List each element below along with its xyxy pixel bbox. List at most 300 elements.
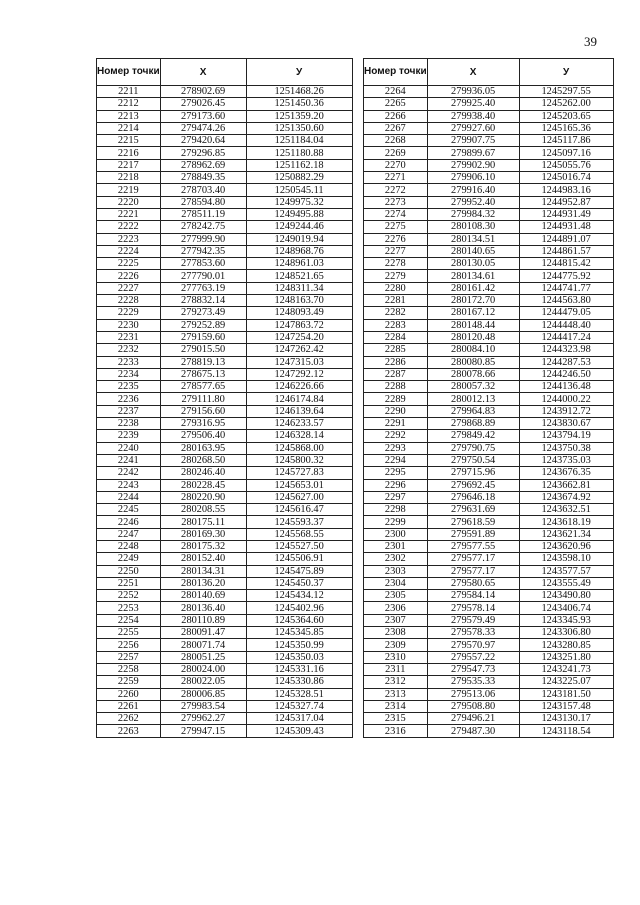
- table-row: [364, 233, 614, 245]
- y-coordinate-cell: 1251450.36: [246, 98, 352, 110]
- point-number-cell: 2273: [364, 196, 428, 208]
- point-number-cell: 2298: [364, 504, 428, 516]
- table-row: [97, 479, 353, 491]
- y-coordinate-cell: 1246328.14: [246, 430, 352, 442]
- y-coordinate-cell: 1245327.74: [246, 700, 352, 712]
- x-coordinate-cell: 279916.40: [427, 184, 519, 196]
- y-coordinate-cell: 1245350.03: [246, 651, 352, 663]
- x-coordinate-cell: 279983.54: [160, 700, 246, 712]
- x-coordinate-cell: 280152.40: [160, 553, 246, 565]
- table-row: [364, 344, 614, 356]
- table-header-row: [364, 59, 614, 86]
- point-number-cell: 2292: [364, 430, 428, 442]
- point-number-cell: 2296: [364, 479, 428, 491]
- point-number-cell: 2215: [97, 135, 161, 147]
- point-number-cell: 2214: [97, 122, 161, 134]
- x-coordinate-cell: 280208.55: [160, 504, 246, 516]
- table-row: [364, 627, 614, 639]
- x-coordinate-cell: 279578.33: [427, 627, 519, 639]
- point-number-cell: 2274: [364, 208, 428, 220]
- y-coordinate-cell: 1249019.94: [246, 233, 352, 245]
- table-row: [364, 110, 614, 122]
- point-number-cell: 2265: [364, 98, 428, 110]
- point-number-cell: 2305: [364, 590, 428, 602]
- point-number-cell: 2257: [97, 651, 161, 663]
- table-row: [97, 442, 353, 454]
- table-row: [97, 430, 353, 442]
- y-coordinate-cell: 1251359.20: [246, 110, 352, 122]
- table-row: [97, 393, 353, 405]
- point-number-cell: 2212: [97, 98, 161, 110]
- y-coordinate-cell: 1243406.74: [519, 602, 613, 614]
- point-number-cell: 2294: [364, 454, 428, 466]
- x-coordinate-cell: 278962.69: [160, 159, 246, 171]
- y-coordinate-cell: 1245117.86: [519, 135, 613, 147]
- point-number-cell: 2284: [364, 331, 428, 343]
- y-coordinate-cell: 1248521.65: [246, 270, 352, 282]
- x-coordinate-cell: 280091.47: [160, 627, 246, 639]
- table-row: [97, 590, 353, 602]
- x-coordinate-cell: 279584.14: [427, 590, 519, 602]
- y-coordinate-cell: 1244741.77: [519, 282, 613, 294]
- y-coordinate-cell: 1243555.49: [519, 577, 613, 589]
- y-coordinate-cell: 1245297.55: [519, 86, 613, 98]
- x-coordinate-cell: 279750.54: [427, 454, 519, 466]
- y-coordinate-cell: 1245203.65: [519, 110, 613, 122]
- header-x: X: [160, 59, 246, 86]
- point-number-cell: 2279: [364, 270, 428, 282]
- coordinates-table-right: [363, 58, 614, 738]
- table-header-row: [97, 59, 353, 86]
- table-row: [364, 135, 614, 147]
- point-number-cell: 2310: [364, 651, 428, 663]
- y-coordinate-cell: 1243280.85: [519, 639, 613, 651]
- y-coordinate-cell: 1243735.03: [519, 454, 613, 466]
- table-row: [97, 307, 353, 319]
- table-row: [97, 528, 353, 540]
- x-coordinate-cell: 280163.95: [160, 442, 246, 454]
- point-number-cell: 2315: [364, 713, 428, 725]
- y-coordinate-cell: 1243676.35: [519, 467, 613, 479]
- table-row: [364, 393, 614, 405]
- x-coordinate-cell: 280134.51: [427, 233, 519, 245]
- y-coordinate-cell: 1243118.54: [519, 725, 613, 737]
- x-coordinate-cell: 280169.30: [160, 528, 246, 540]
- table-row: [97, 356, 353, 368]
- x-coordinate-cell: 279984.32: [427, 208, 519, 220]
- x-coordinate-cell: 279557.22: [427, 651, 519, 663]
- x-coordinate-cell: 280140.69: [160, 590, 246, 602]
- table-row: [364, 528, 614, 540]
- point-number-cell: 2300: [364, 528, 428, 540]
- x-coordinate-cell: 279513.06: [427, 688, 519, 700]
- x-coordinate-cell: 279577.17: [427, 553, 519, 565]
- table-row: [364, 196, 614, 208]
- point-number-cell: 2287: [364, 368, 428, 380]
- x-coordinate-cell: 280175.32: [160, 540, 246, 552]
- table-row: [364, 98, 614, 110]
- y-coordinate-cell: 1245568.55: [246, 528, 352, 540]
- point-number-cell: 2302: [364, 553, 428, 565]
- x-coordinate-cell: 279906.10: [427, 172, 519, 184]
- y-coordinate-cell: 1245506.91: [246, 553, 352, 565]
- x-coordinate-cell: 279547.73: [427, 663, 519, 675]
- y-coordinate-cell: 1245328.51: [246, 688, 352, 700]
- point-number-cell: 2316: [364, 725, 428, 737]
- table-row: [364, 122, 614, 134]
- point-number-cell: 2288: [364, 381, 428, 393]
- table-row: [97, 467, 353, 479]
- point-number-cell: 2258: [97, 663, 161, 675]
- point-number-cell: 2293: [364, 442, 428, 454]
- table-row: [364, 221, 614, 233]
- table-row: [97, 122, 353, 134]
- table-row: [97, 602, 353, 614]
- table-row: [97, 725, 353, 737]
- table-row: [364, 467, 614, 479]
- table-row: [97, 331, 353, 343]
- point-number-cell: 2240: [97, 442, 161, 454]
- point-number-cell: 2223: [97, 233, 161, 245]
- y-coordinate-cell: 1245330.86: [246, 676, 352, 688]
- table-row: [97, 405, 353, 417]
- point-number-cell: 2249: [97, 553, 161, 565]
- table-row: [364, 208, 614, 220]
- x-coordinate-cell: 280108.30: [427, 221, 519, 233]
- point-number-cell: 2218: [97, 172, 161, 184]
- table-row: [364, 245, 614, 257]
- point-number-cell: 2233: [97, 356, 161, 368]
- y-coordinate-cell: 1247262.42: [246, 344, 352, 356]
- table-row: [97, 577, 353, 589]
- y-coordinate-cell: 1244323.98: [519, 344, 613, 356]
- x-coordinate-cell: 280006.85: [160, 688, 246, 700]
- table-row: [364, 639, 614, 651]
- y-coordinate-cell: 1251162.18: [246, 159, 352, 171]
- point-number-cell: 2248: [97, 540, 161, 552]
- x-coordinate-cell: 280161.42: [427, 282, 519, 294]
- x-coordinate-cell: 279156.60: [160, 405, 246, 417]
- x-coordinate-cell: 277942.35: [160, 245, 246, 257]
- point-number-cell: 2278: [364, 258, 428, 270]
- x-coordinate-cell: 279506.40: [160, 430, 246, 442]
- point-number-cell: 2312: [364, 676, 428, 688]
- y-coordinate-cell: 1245450.37: [246, 577, 352, 589]
- y-coordinate-cell: 1244891.07: [519, 233, 613, 245]
- y-coordinate-cell: 1246174.84: [246, 393, 352, 405]
- point-number-cell: 2275: [364, 221, 428, 233]
- point-number-cell: 2306: [364, 602, 428, 614]
- point-number-cell: 2227: [97, 282, 161, 294]
- y-coordinate-cell: 1243632.51: [519, 504, 613, 516]
- y-coordinate-cell: 1248961.03: [246, 258, 352, 270]
- table-row: [364, 602, 614, 614]
- point-number-cell: 2219: [97, 184, 161, 196]
- table-row: [97, 245, 353, 257]
- x-coordinate-cell: 279631.69: [427, 504, 519, 516]
- x-coordinate-cell: 278832.14: [160, 295, 246, 307]
- y-coordinate-cell: 1245331.16: [246, 663, 352, 675]
- table-row: [97, 135, 353, 147]
- x-coordinate-cell: 279947.15: [160, 725, 246, 737]
- y-coordinate-cell: 1245165.36: [519, 122, 613, 134]
- x-coordinate-cell: 279577.17: [427, 565, 519, 577]
- x-coordinate-cell: 280084.10: [427, 344, 519, 356]
- x-coordinate-cell: 280172.70: [427, 295, 519, 307]
- table-row: [364, 381, 614, 393]
- point-number-cell: 2256: [97, 639, 161, 651]
- y-coordinate-cell: 1245868.00: [246, 442, 352, 454]
- header-x: X: [427, 59, 519, 86]
- table-row: [364, 258, 614, 270]
- table-row: [364, 725, 614, 737]
- point-number-cell: 2271: [364, 172, 428, 184]
- y-coordinate-cell: 1245653.01: [246, 479, 352, 491]
- y-coordinate-cell: 1245434.12: [246, 590, 352, 602]
- table-row: [97, 418, 353, 430]
- point-number-cell: 2308: [364, 627, 428, 639]
- x-coordinate-cell: 279111.80: [160, 393, 246, 405]
- point-number-cell: 2255: [97, 627, 161, 639]
- point-number-cell: 2242: [97, 467, 161, 479]
- table-row: [97, 196, 353, 208]
- y-coordinate-cell: 1245309.43: [246, 725, 352, 737]
- x-coordinate-cell: 278242.75: [160, 221, 246, 233]
- x-coordinate-cell: 280136.20: [160, 577, 246, 589]
- point-number-cell: 2225: [97, 258, 161, 270]
- table-row: [97, 221, 353, 233]
- table-row: [97, 614, 353, 626]
- x-coordinate-cell: 279868.89: [427, 418, 519, 430]
- table-row: [364, 504, 614, 516]
- x-coordinate-cell: 279964.83: [427, 405, 519, 417]
- y-coordinate-cell: 1244983.16: [519, 184, 613, 196]
- y-coordinate-cell: 1248311.34: [246, 282, 352, 294]
- x-coordinate-cell: 279902.90: [427, 159, 519, 171]
- y-coordinate-cell: 1245616.47: [246, 504, 352, 516]
- y-coordinate-cell: 1251468.26: [246, 86, 352, 98]
- table-row: [97, 184, 353, 196]
- y-coordinate-cell: 1248163.70: [246, 295, 352, 307]
- point-number-cell: 2269: [364, 147, 428, 159]
- x-coordinate-cell: 279487.30: [427, 725, 519, 737]
- point-number-cell: 2268: [364, 135, 428, 147]
- point-number-cell: 2266: [364, 110, 428, 122]
- y-coordinate-cell: 1245262.00: [519, 98, 613, 110]
- y-coordinate-cell: 1244775.92: [519, 270, 613, 282]
- x-coordinate-cell: 279026.45: [160, 98, 246, 110]
- y-coordinate-cell: 1244563.80: [519, 295, 613, 307]
- y-coordinate-cell: 1243621.34: [519, 528, 613, 540]
- x-coordinate-cell: 279591.89: [427, 528, 519, 540]
- table-row: [364, 491, 614, 503]
- point-number-cell: 2299: [364, 516, 428, 528]
- y-coordinate-cell: 1245402.96: [246, 602, 352, 614]
- y-coordinate-cell: 1244448.40: [519, 319, 613, 331]
- table-row: [364, 86, 614, 98]
- point-number-cell: 2260: [97, 688, 161, 700]
- table-row: [364, 430, 614, 442]
- x-coordinate-cell: 279508.80: [427, 700, 519, 712]
- table-row: [97, 86, 353, 98]
- point-number-cell: 2226: [97, 270, 161, 282]
- y-coordinate-cell: 1243830.67: [519, 418, 613, 430]
- point-number-cell: 2245: [97, 504, 161, 516]
- x-coordinate-cell: 280051.25: [160, 651, 246, 663]
- x-coordinate-cell: 278703.40: [160, 184, 246, 196]
- y-coordinate-cell: 1249495.88: [246, 208, 352, 220]
- point-number-cell: 2295: [364, 467, 428, 479]
- table-row: [364, 676, 614, 688]
- y-coordinate-cell: 1243912.72: [519, 405, 613, 417]
- x-coordinate-cell: 279618.59: [427, 516, 519, 528]
- point-number-cell: 2252: [97, 590, 161, 602]
- x-coordinate-cell: 279715.96: [427, 467, 519, 479]
- x-coordinate-cell: 279296.85: [160, 147, 246, 159]
- point-number-cell: 2286: [364, 356, 428, 368]
- x-coordinate-cell: 280057.32: [427, 381, 519, 393]
- y-coordinate-cell: 1245016.74: [519, 172, 613, 184]
- point-number-cell: 2313: [364, 688, 428, 700]
- y-coordinate-cell: 1245345.85: [246, 627, 352, 639]
- y-coordinate-cell: 1243181.50: [519, 688, 613, 700]
- y-coordinate-cell: 1243130.17: [519, 713, 613, 725]
- y-coordinate-cell: 1243794.19: [519, 430, 613, 442]
- x-coordinate-cell: 278849.35: [160, 172, 246, 184]
- point-number-cell: 2254: [97, 614, 161, 626]
- table-row: [97, 208, 353, 220]
- table-row: [97, 270, 353, 282]
- point-number-cell: 2277: [364, 245, 428, 257]
- table-row: [364, 565, 614, 577]
- point-number-cell: 2221: [97, 208, 161, 220]
- point-number-cell: 2222: [97, 221, 161, 233]
- x-coordinate-cell: 279790.75: [427, 442, 519, 454]
- point-number-cell: 2234: [97, 368, 161, 380]
- y-coordinate-cell: 1243618.19: [519, 516, 613, 528]
- table-row: [97, 504, 353, 516]
- x-coordinate-cell: 278594.80: [160, 196, 246, 208]
- x-coordinate-cell: 279273.49: [160, 307, 246, 319]
- x-coordinate-cell: 279252.89: [160, 319, 246, 331]
- x-coordinate-cell: 279899.67: [427, 147, 519, 159]
- table-row: [97, 233, 353, 245]
- y-coordinate-cell: 1244417.24: [519, 331, 613, 343]
- table-row: [364, 663, 614, 675]
- x-coordinate-cell: 277763.19: [160, 282, 246, 294]
- x-coordinate-cell: 277790.01: [160, 270, 246, 282]
- point-number-cell: 2220: [97, 196, 161, 208]
- table-row: [364, 295, 614, 307]
- y-coordinate-cell: 1244287.53: [519, 356, 613, 368]
- table-row: [97, 110, 353, 122]
- point-number-cell: 2211: [97, 86, 161, 98]
- table-row: [364, 172, 614, 184]
- y-coordinate-cell: 1250545.11: [246, 184, 352, 196]
- table-row: [97, 663, 353, 675]
- table-row: [97, 319, 353, 331]
- x-coordinate-cell: 279496.21: [427, 713, 519, 725]
- point-number-cell: 2228: [97, 295, 161, 307]
- y-coordinate-cell: 1247315.03: [246, 356, 352, 368]
- point-number-cell: 2262: [97, 713, 161, 725]
- point-number-cell: 2231: [97, 331, 161, 343]
- table-row: [364, 147, 614, 159]
- table-row: [97, 651, 353, 663]
- table-row: [364, 590, 614, 602]
- table-row: [97, 98, 353, 110]
- y-coordinate-cell: 1244931.48: [519, 221, 613, 233]
- x-coordinate-cell: 278511.19: [160, 208, 246, 220]
- x-coordinate-cell: 279579.49: [427, 614, 519, 626]
- point-number-cell: 2230: [97, 319, 161, 331]
- x-coordinate-cell: 280071.74: [160, 639, 246, 651]
- x-coordinate-cell: 279420.64: [160, 135, 246, 147]
- table-row: [97, 700, 353, 712]
- table-row: [364, 454, 614, 466]
- point-number-cell: 2241: [97, 454, 161, 466]
- point-number-cell: 2283: [364, 319, 428, 331]
- y-coordinate-cell: 1246226.66: [246, 381, 352, 393]
- x-coordinate-cell: 280228.45: [160, 479, 246, 491]
- point-number-cell: 2247: [97, 528, 161, 540]
- table-row: [97, 381, 353, 393]
- x-coordinate-cell: 280167.12: [427, 307, 519, 319]
- y-coordinate-cell: 1243157.48: [519, 700, 613, 712]
- x-coordinate-cell: 280220.90: [160, 491, 246, 503]
- point-number-cell: 2282: [364, 307, 428, 319]
- x-coordinate-cell: 279962.27: [160, 713, 246, 725]
- table-row: [364, 516, 614, 528]
- x-coordinate-cell: 279936.05: [427, 86, 519, 98]
- y-coordinate-cell: 1246139.64: [246, 405, 352, 417]
- point-number-cell: 2309: [364, 639, 428, 651]
- point-number-cell: 2246: [97, 516, 161, 528]
- x-coordinate-cell: 280134.61: [427, 270, 519, 282]
- point-number-cell: 2251: [97, 577, 161, 589]
- y-coordinate-cell: 1244952.87: [519, 196, 613, 208]
- y-coordinate-cell: 1247863.72: [246, 319, 352, 331]
- header-y: У: [519, 59, 613, 86]
- y-coordinate-cell: 1245527.50: [246, 540, 352, 552]
- table-row: [97, 676, 353, 688]
- point-number-cell: 2213: [97, 110, 161, 122]
- x-coordinate-cell: 279535.33: [427, 676, 519, 688]
- table-row: [364, 270, 614, 282]
- y-coordinate-cell: 1245317.04: [246, 713, 352, 725]
- y-coordinate-cell: 1251184.04: [246, 135, 352, 147]
- point-number-cell: 2311: [364, 663, 428, 675]
- table-row: [97, 258, 353, 270]
- point-number-cell: 2235: [97, 381, 161, 393]
- point-number-cell: 2270: [364, 159, 428, 171]
- table-row: [364, 700, 614, 712]
- x-coordinate-cell: 279474.26: [160, 122, 246, 134]
- point-number-cell: 2261: [97, 700, 161, 712]
- table-row: [364, 356, 614, 368]
- y-coordinate-cell: 1244000.22: [519, 393, 613, 405]
- point-number-cell: 2217: [97, 159, 161, 171]
- table-row: [97, 688, 353, 700]
- y-coordinate-cell: 1248968.76: [246, 245, 352, 257]
- y-coordinate-cell: 1243750.38: [519, 442, 613, 454]
- x-coordinate-cell: 279159.60: [160, 331, 246, 343]
- y-coordinate-cell: 1243490.80: [519, 590, 613, 602]
- y-coordinate-cell: 1245627.00: [246, 491, 352, 503]
- x-coordinate-cell: 280022.05: [160, 676, 246, 688]
- x-coordinate-cell: 279952.40: [427, 196, 519, 208]
- table-row: [97, 368, 353, 380]
